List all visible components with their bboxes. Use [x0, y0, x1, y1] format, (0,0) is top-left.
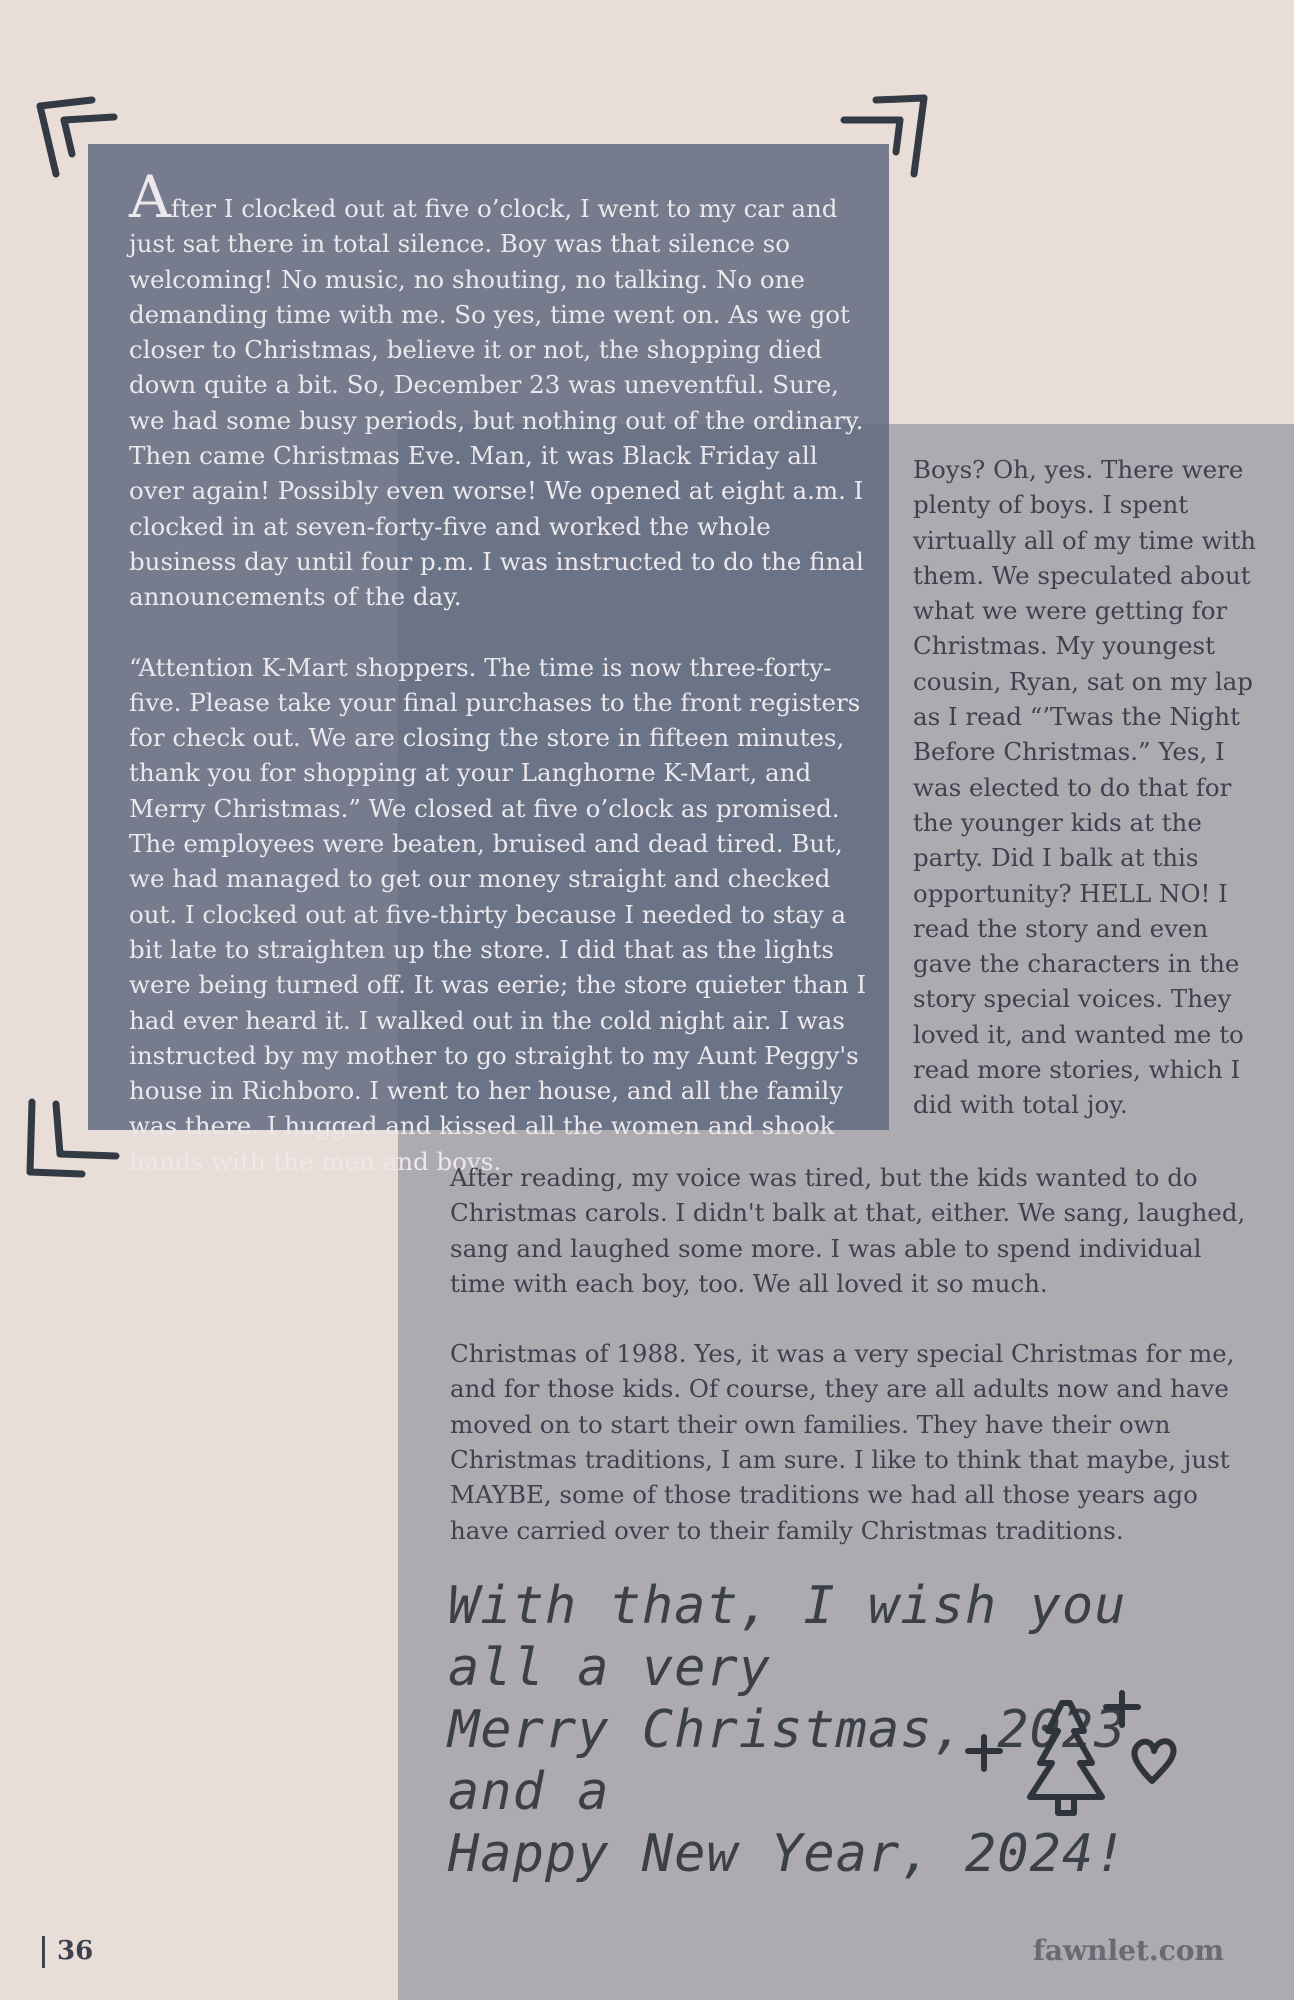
main-paragraph-2: “Attention K-Mart shoppers. The time is now three-forty-five. Please take your final purchases to the front registers for check out. We are closing the store in fifteen minutes, thank you for shopping at your Langhorne K-Mart, and Merry Christmas.” We closed at five o’clock as promised. The employees were beaten, bruised and dead tired. But, we had managed to get our money straight and checked out. I clocked out at five-thirty because I needed to stay a bit late to straighten up the store. I did that as the lights were being turned off. It was eerie; the store quieter than I had ever heard it. I walked out in the cold night air. I was instructed by my mother to go straight to my Aunt Peggy's house in Richboro. I went to her house, and all the family was there. I hugged and kissed all the women and shook hands with the men and boys.	[129, 652, 867, 1176]
bottom-paragraph-2: Christmas of 1988. Yes, it was a very special Christmas for me, and for those kids. Of course, they are all adults now and have moved on to start their own families. They have their own Christmas traditions, I am sure. I like to think that maybe, just MAYBE, some of those traditions we had all those years ago have carried over to their family Christmas traditions.	[450, 1339, 1235, 1545]
top-left-bracket-icon	[34, 92, 124, 182]
top-right-bracket-icon	[840, 92, 930, 182]
page-number	[42, 1936, 93, 1968]
plus-icon-left	[968, 1737, 1000, 1769]
bottom-article-text	[450, 1160, 1250, 1583]
closing-line-1: With that, I wish you all a very	[448, 1576, 1127, 1698]
page-number-text: 36	[57, 1936, 94, 1966]
bottom-left-bracket-icon	[22, 1096, 122, 1186]
drop-cap: A	[129, 163, 171, 231]
main-paragraph-1: fter I clocked out at five o’clock, I went to my car and just sat there in total silence. Boy was that silence so welcoming! No music, no shouting, no talking. No one demanding time with me. So yes, time went on. As we got closer to Christmas, believe it or not, the shopping died down quite a bit. So, December 23 was uneventful. Sure, we had some busy periods, but nothing out of the ordinary. Then came Christmas Eve. Man, it was Black Friday all over again! Possibly even worse! We opened at eight a.m. I clocked in at seven-forty-five and worked the whole business day until four p.m. I was instructed to do the final announcements of the day.	[129, 194, 864, 612]
closing-line-2: Merry Christmas, 2023 and a	[448, 1700, 1127, 1822]
main-article-text	[129, 163, 874, 1214]
page-number-bar	[42, 1936, 45, 1968]
christmas-tree-icon	[1030, 1703, 1102, 1813]
site-url[interactable]: fawnlet.com	[1032, 1934, 1224, 1967]
plus-icon-top	[1106, 1693, 1138, 1725]
christmas-doodles	[960, 1685, 1190, 1839]
bottom-paragraph-1: After reading, my voice was tired, but the kids wanted to do Christmas carols. I didn't balk at that, either. We sang, laughed, sang and laughed some more. I was able to spend individual time with each boy, too. We all loved it so much.	[450, 1163, 1246, 1298]
side-column-text: Boys? Oh, yes. There were plenty of boys. I spent virtually all of my time with them. We speculated about what we were getting for Christmas. My youngest cousin, Ryan, sat on my lap as I read “’Twas the Night Before Christmas.” Yes, I was elected to do that for the younger kids at the party. Did I balk at this opportunity? HELL NO! I read the story and even gave the characters in the story special voices. They loved it, and wanted me to read more stories, which I did with total joy.	[913, 455, 1257, 1120]
heart-icon	[1134, 1741, 1173, 1781]
closing-line-3: Happy New Year, 2024!	[448, 1824, 1127, 1884]
